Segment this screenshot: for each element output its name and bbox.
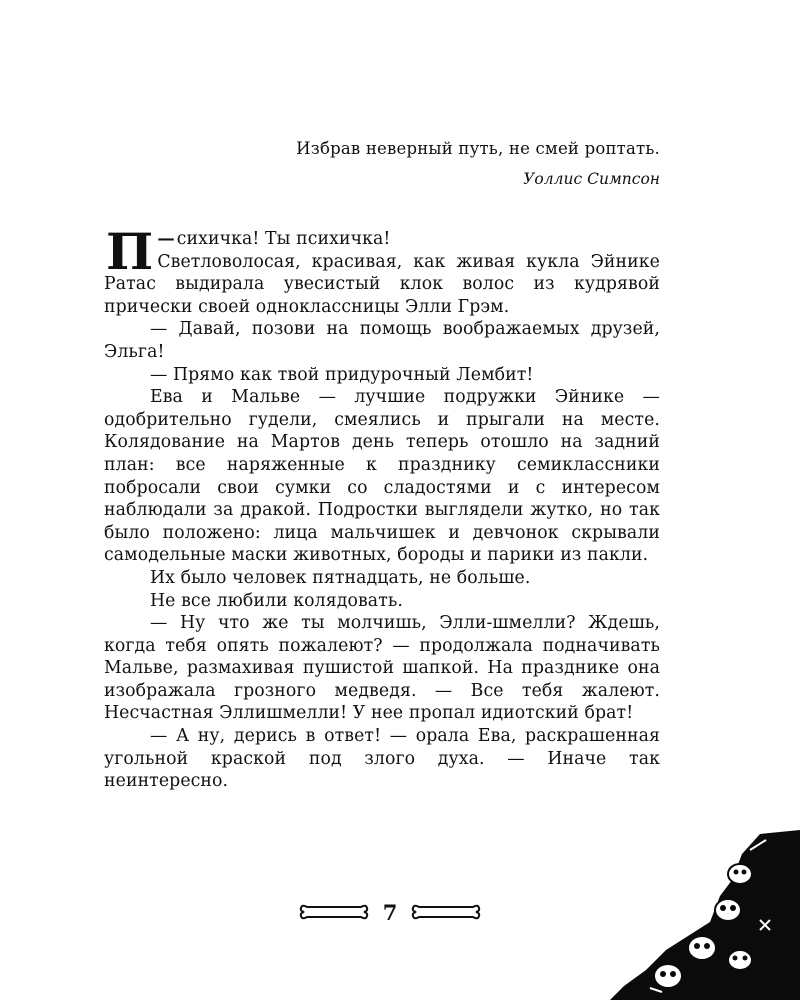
first-paragraph-rest: Светловолосая, красивая, как живая кукла Эйнике Ратас выдирала увесистый клок волос из кудрявой прически своей одноклассницы Элли Грэм.: [104, 251, 660, 317]
page-number: 7: [382, 899, 398, 925]
dialogue-dash: —: [157, 229, 175, 249]
paragraph: — Ну что же ты молчишь, Элли-шмелли? Ждешь, когда тебя опять пожалеют? — продолжала подначивать Мальве, размахивая пушистой шапкой. На празднике она изображала грозного медведя. — Все тебя жалеют. Несчастная Эллишмелли! У нее пропал идиотский брат!: [104, 613, 660, 724]
paragraph: — А ну, дерись в ответ! — орала Ева, раскрашенная угольной краской под злого духа. — Иначе так неинтересно.: [104, 726, 660, 792]
first-line: сихичка! Ты психичка!: [176, 229, 391, 249]
chapter-text: [104, 222, 660, 793]
skulls-corner-illustration: [610, 810, 800, 1000]
epigraph: [296, 138, 660, 188]
epigraph-quote: Избрав неверный путь, не смей роптать.: [296, 139, 660, 158]
paragraph: Не все любили колядовать.: [150, 590, 403, 611]
paragraph: — Прямо как твой придурочный Лембит!: [150, 364, 534, 385]
drop-cap: П: [106, 222, 154, 281]
paragraph: — Давай, позови на помощь воображаемых друзей, Эльга!: [104, 319, 660, 362]
first-paragraph: [104, 222, 660, 318]
paragraph: Ева и Мальве — лучшие подружки Эйнике — одобрительно гудели, смеялись и прыгали на месте. Колядование на Мартов день теперь отошло на задний план: все наряженные к празднику семиклассники побросали свои сумки со сладостями и с интересом наблюдали за дракой. Подростки выглядели жутко, но так было положено: лица мальчишек и девчонок скрывали самодельные маски животных, бороды и парики из пакли.: [104, 387, 660, 566]
paragraph: Их было человек пятнадцать, не больше.: [150, 567, 531, 588]
epigraph-author: Уоллис Симпсон: [523, 170, 660, 188]
bone-icon: [411, 903, 481, 921]
bone-icon: [299, 903, 369, 921]
